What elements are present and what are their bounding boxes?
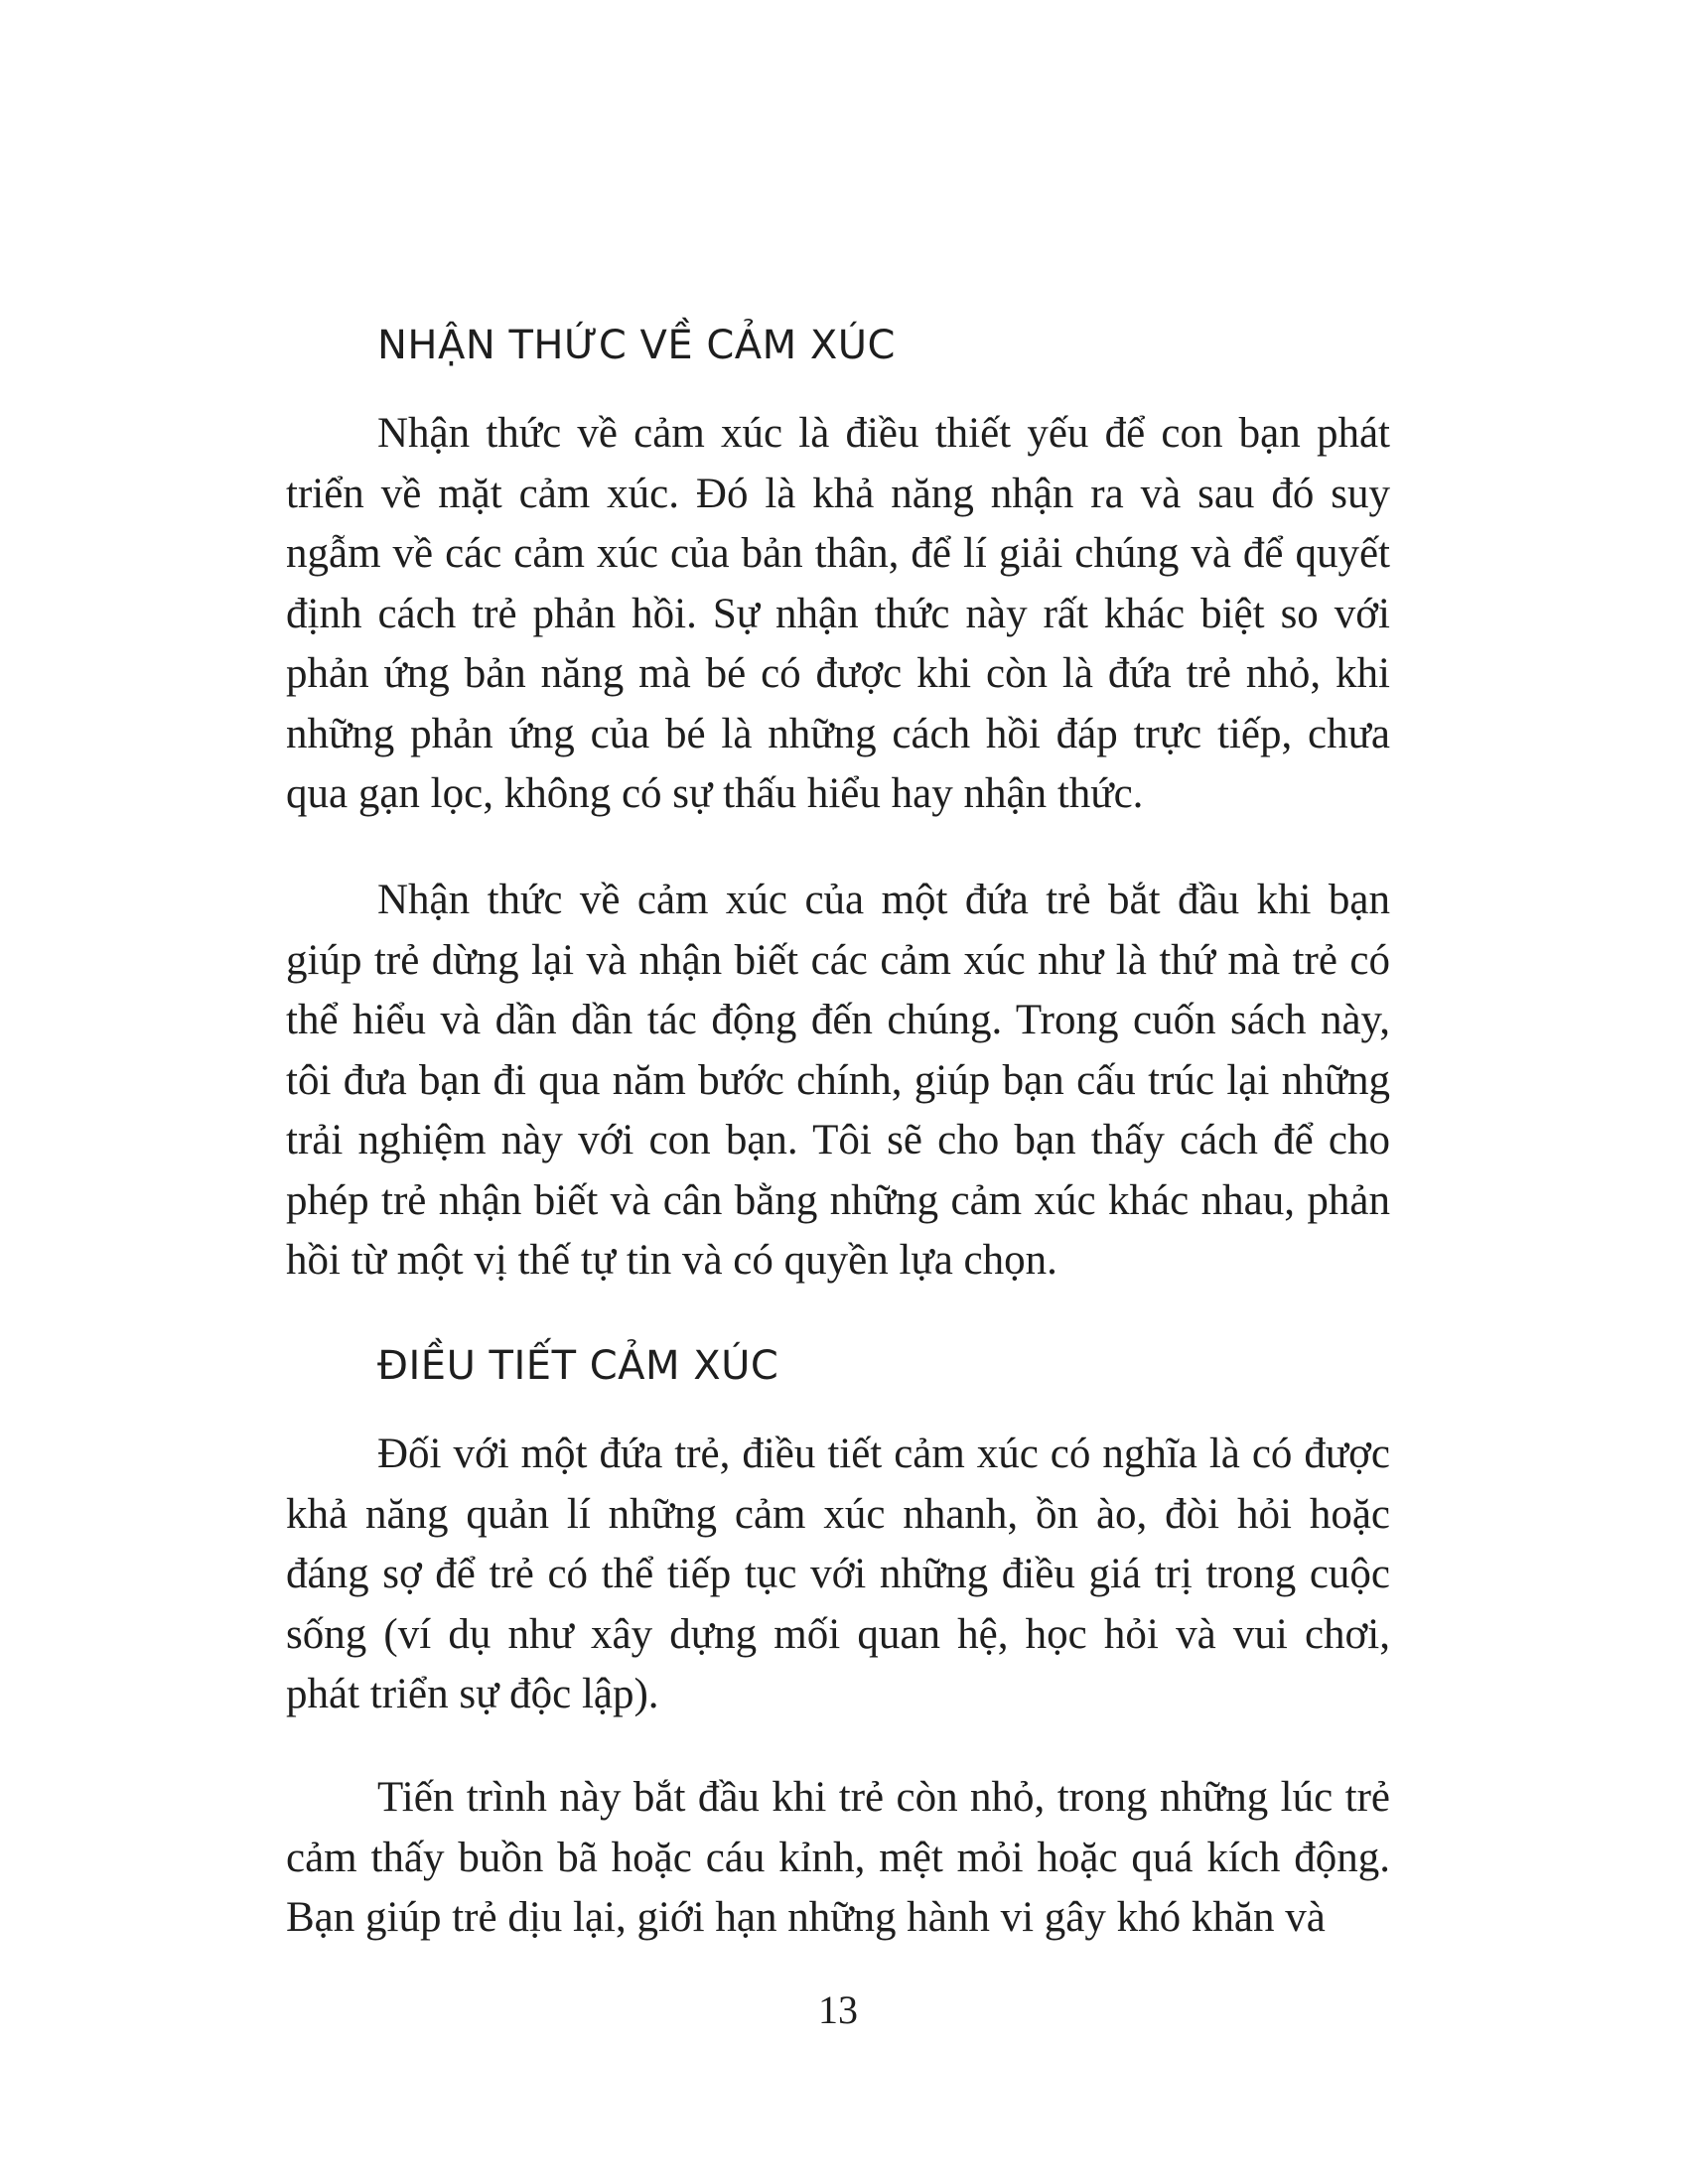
paragraph: Nhận thức về cảm xúc là điều thiết yếu để con bạn phát triển về mặt cảm xúc. Đó là khả năng nhận ra và sau đó suy ngẫm về các cảm xúc của bản thân, để lí giải chúng và để quyết định cách trẻ phản hồi. Sự nhận thức này rất khác biệt so với phản ứng bản năng mà bé có được khi còn là đứa trẻ nhỏ, khi những phản ứng của bé là những cách hồi đáp trực tiếp, chưa qua gạn lọc, không có sự thấu hiểu hay nhận thức.	[286, 410, 1390, 817]
section-heading-emotional-awareness: NHẬN THỨC VỀ CẢM XÚC	[377, 323, 896, 368]
paragraph: Nhận thức về cảm xúc của một đứa trẻ bắt đầu khi bạn giúp trẻ dừng lại và nhận biết các cảm xúc như là thứ mà trẻ có thể hiểu và dần dần tác động đến chúng. Trong cuốn sách này, tôi đưa bạn đi qua năm bước chính, giúp bạn cấu trúc lại những trải nghiệm này với con bạn. Tôi sẽ cho bạn thấy cách để cho phép trẻ nhận biết và cân bằng những cảm xúc khác nhau, phản hồi từ một vị thế tự tin và có quyền lựa chọn.	[286, 877, 1390, 1284]
paragraph: Đối với một đứa trẻ, điều tiết cảm xúc có nghĩa là có được khả năng quản lí những cảm xúc nhanh, ồn ào, đòi hỏi hoặc đáng sợ để trẻ có thể tiếp tục với những điều giá trị trong cuộc sống (ví dụ như xây dựng mối quan hệ, học hỏi và vui chơi, phát triển sự độc lập).	[286, 1431, 1390, 1717]
paragraph: Tiến trình này bắt đầu khi trẻ còn nhỏ, trong những lúc trẻ cảm thấy buồn bã hoặc cáu kỉnh, mệt mỏi hoặc quá kích động. Bạn giúp trẻ dịu lại, giới hạn những hành vi gây khó khăn và	[286, 1774, 1390, 1941]
book-page	[286, 0, 1390, 2184]
section-heading-emotional-regulation: ĐIỀU TIẾT CẢM XÚC	[377, 1343, 779, 1389]
page-number: 13	[818, 1987, 858, 2032]
